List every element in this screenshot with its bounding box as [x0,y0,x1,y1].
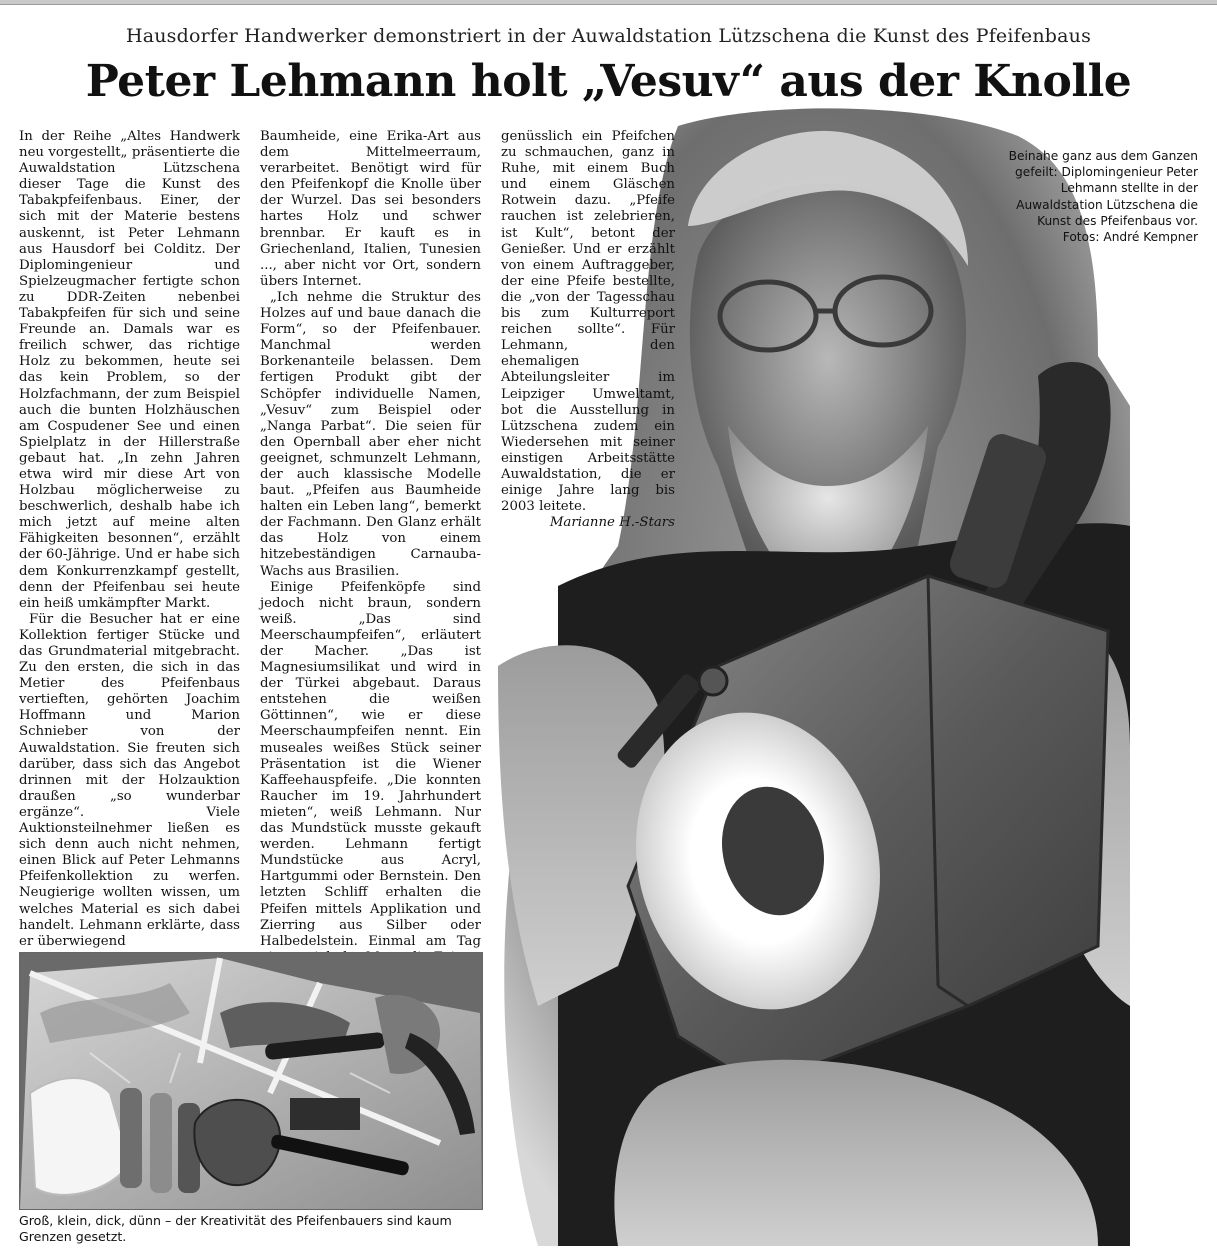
paragraph-4: „Ich nehme die Struktur des Holzes auf und baue danach die Form“, so der Pfeifenbauer. Manchmal werden Borkenanteile belassen. Dem fertigen Produkt gibt der Schöpfer individuelle Namen, „Vesuv“ zum Beispiel oder „Nanga Parbat“. Die seien für den Opernball aber eher nicht geeignet, schmunzelt Lehmann, der auch klassische Modelle baut. „Pfeifen aus Baumheide halten ein Leben lang“, bemerkt der Fachmann. Den Glanz erhält das Holz von einem hitzebeständigen Carnauba-Wachs aus Brasilien. [260,289,481,579]
pipe-collection-caption: Groß, klein, dick, dünn – der Kreativität des Pfeifenbauers sind kaum Grenzen gesetzt. [19,1213,452,1244]
paragraph-2: Für die Besucher hat er eine Kollektion fertiger Stücke und das Grundmaterial mitgebracht. Zu den ersten, die sich in das Metier des Pfeifenbaus vertieften, gehörten Joachim Hoffmann und Marion Schnieber von der Auwaldstation. Sie freuten sich darüber, dass sich das Angebot drinnen mit der Holzauktion draußen „so wunderbar ergänze“. Viele Auktionsteilnehmer ließen es sich denn auch nicht nehmen, einen Blick auf Peter Lehmanns Pfeifenkollektion zu werfen. Neugierige wollten wissen, um welches Material es sich dabei handelt. Lehmann erklärte, dass er überwiegend [19,611,240,949]
pipe-collection-graphic [20,953,482,1209]
text-column-1 [19,129,240,950]
paragraph-5: Einige Pfeifenköpfe sind jedoch nicht braun, sondern weiß. „Das sind Meerschaumpfeifen“, erläutert der Macher. „Das ist Magnesiumsilikat und wird in der Türkei abgebaut. Daraus entstehen die weißen Göttinnen“, wie er diese Meerschaumpfeifen nennt. Ein museales weißes Stück seiner Präsentation ist die Wiener Kaffeehauspfeife. „Die konnten Raucher im 19. Jahrhundert mieten“, weiß Lehmann. Nur das Mundstück musste gekauft werden. Lehmann fertigt Mundstücke aus Acryl, Hartgummi oder Bernstein. Den letzten Schliff erhalten die Pfeifen mittels Applikation und Zierring aus Silber oder Halbedelstein. Einmal am Tag [260,579,481,949]
byline: Marianne H.-Stars [549,515,675,531]
article-kicker: Hausdorfer Handwerker demonstriert in der Auwaldstation Lützschena die Kunst des Pfeifenbaus [125,25,1092,47]
main-photo-caption [1004,148,1198,245]
paragraph-1: In der Reihe „Altes Handwerk neu vorgestellt„ präsentierte die Auwaldstation Lützschena dieser Tage die Kunst des Tabakpfeifenbaus. Einer, der sich mit der Materie bestens auskennt, ist Peter Lehmann aus Hausdorf bei Colditz. Der Diplomingenieur und Spielzeugmacher fertigte schon zu DDR-Zeiten nebenbei Tabakpfeifen für sich und seine Freunde an. Damals war es freilich schwer, das richtige Holz zu bekommen, heute sei das kein Problem, so der Holzfachmann, der zum Beispiel auch die bunten Holzhäuschen am Cospudener See und einen Spielplatz in der Hillerstraße gebaut hat. „In zehn Jahren etwa wird mir diese Art von Holzbau möglicherweise zu beschwerlich, deshalb habe ich mich jetzt auf meine alten Fähigkeiten besonnen“, erzählt der 60-Jährige. Und er habe sich dem Konkurrenzkampf gestellt, denn der Pfeifenbau sei heute ein heiß umkämpfter Markt. [19,129,240,611]
article-headline: Peter Lehmann holt „Vesuv“ aus der Knolle [85,56,1132,107]
pipe-collection-photo [19,952,483,1210]
caption-text: Beinahe ganz aus dem Ganzen gefeilt: Diplomingenieur Peter Lehmann stellte in der Auwaldstation Lützschena die Kunst des Pfeifenbaus vor. [1008,149,1198,228]
photo-credit: Fotos: André Kempner [1062,230,1198,245]
text-column-3 [501,129,675,531]
paragraph-3: Baumheide, eine Erika-Art aus dem Mittelmeerraum, verarbeitet. Benötigt wird für den Pfeifenkopf die Knolle über der Wurzel. Das sei besonders hartes Holz und schwer brennbar. Er kauft es in Griechenland, Italien, Tunesien ..., aber nicht vor Ort, sondern übers Internet. [260,129,481,289]
text-column-2 [260,129,481,966]
page-top-border [0,0,1217,5]
paragraph-6: genüsslich ein Pfeifchen zu schmauchen, ganz in Ruhe, mit einem Buch und einem Gläschen Rotwein dazu. „Pfeife rauchen ist zelebrieren, ist Kult“, betont der Genießer. Und er erzählt von einem Auftraggeber, der eine Pfeife bestellte, die „von der Tagesschau bis zum Kulturreport reichen sollte“. Für Lehmann, den ehemaligen Abteilungsleiter im Leipziger Umweltamt, bot die Ausstellung in Lützschena zudem ein Wiedersehen mit seiner einstigen Arbeitsstätte Auwaldstation, die er einige Jahre lang bis 2003 leitete. [501,129,675,515]
